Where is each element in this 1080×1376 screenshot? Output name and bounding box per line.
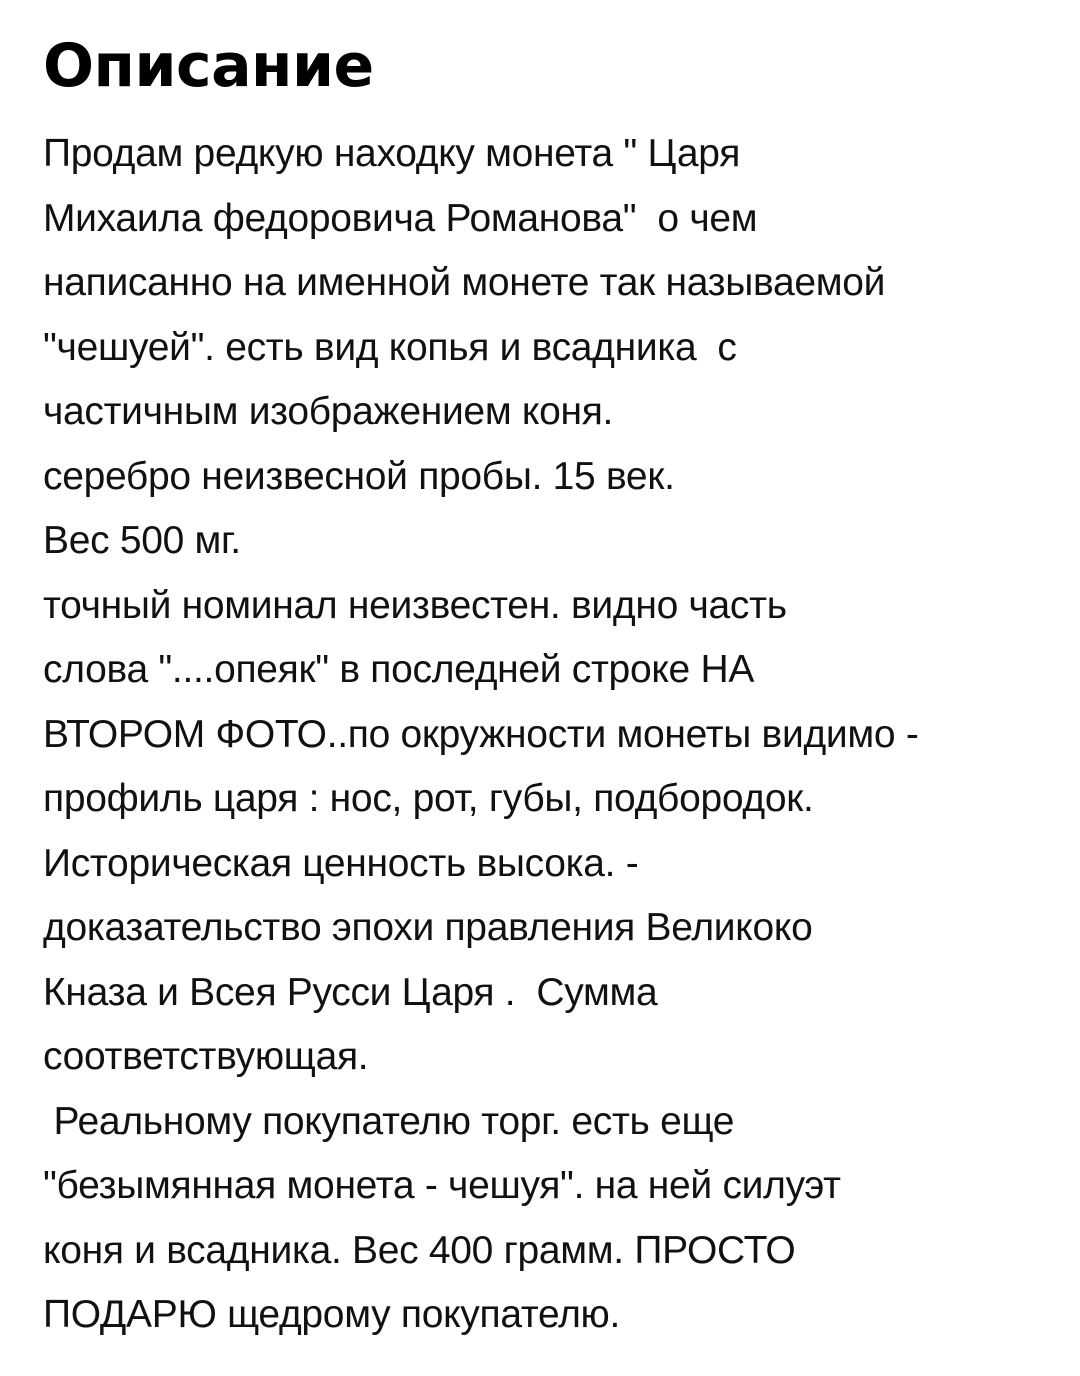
description-line: Кназа и Всея Русси Царя . Сумма	[43, 970, 658, 1014]
description-line: Историческая ценность высока. -	[43, 841, 639, 885]
description-line: написанно на именной монете так называемой	[43, 261, 886, 304]
description-line: точный номинал неизвестен. видно часть	[43, 583, 787, 627]
description-section	[43, 20, 1053, 1348]
description-line: коня и всадника. Вес 400 грамм. ПРОСТО	[43, 1228, 796, 1272]
description-line: "безымянная монета - чешуя". на ней силуэт	[43, 1164, 841, 1207]
description-line: доказательство эпохи правления Великоко	[43, 906, 813, 949]
description-text	[43, 122, 1053, 1348]
description-line: Вес 500 мг.	[43, 519, 241, 562]
description-line: соответствующая.	[43, 1035, 369, 1078]
description-line: Реальному покупателю торг. есть еще	[43, 1099, 735, 1143]
description-line: Михаила федоровича Романова" о чем	[43, 196, 758, 240]
description-line: Продам редкую находку монета " Царя	[43, 132, 741, 175]
description-line: серебро неизвесной пробы. 15 век.	[43, 454, 675, 498]
description-line: частичным изображением коня.	[43, 390, 614, 433]
section-title: Описание	[43, 31, 374, 101]
description-line: "чешуей". есть вид копья и всадника с	[43, 325, 737, 369]
description-line: слова "....опеяк" в последней строке НА	[43, 648, 755, 691]
description-line: профиль царя : нос, рот, губы, подбородок.	[43, 777, 814, 820]
description-line: ВТОРОМ ФОТО..по окружности монеты видимо -	[43, 712, 919, 756]
description-line: ПОДАРЮ щедрому покупателю.	[43, 1293, 621, 1336]
